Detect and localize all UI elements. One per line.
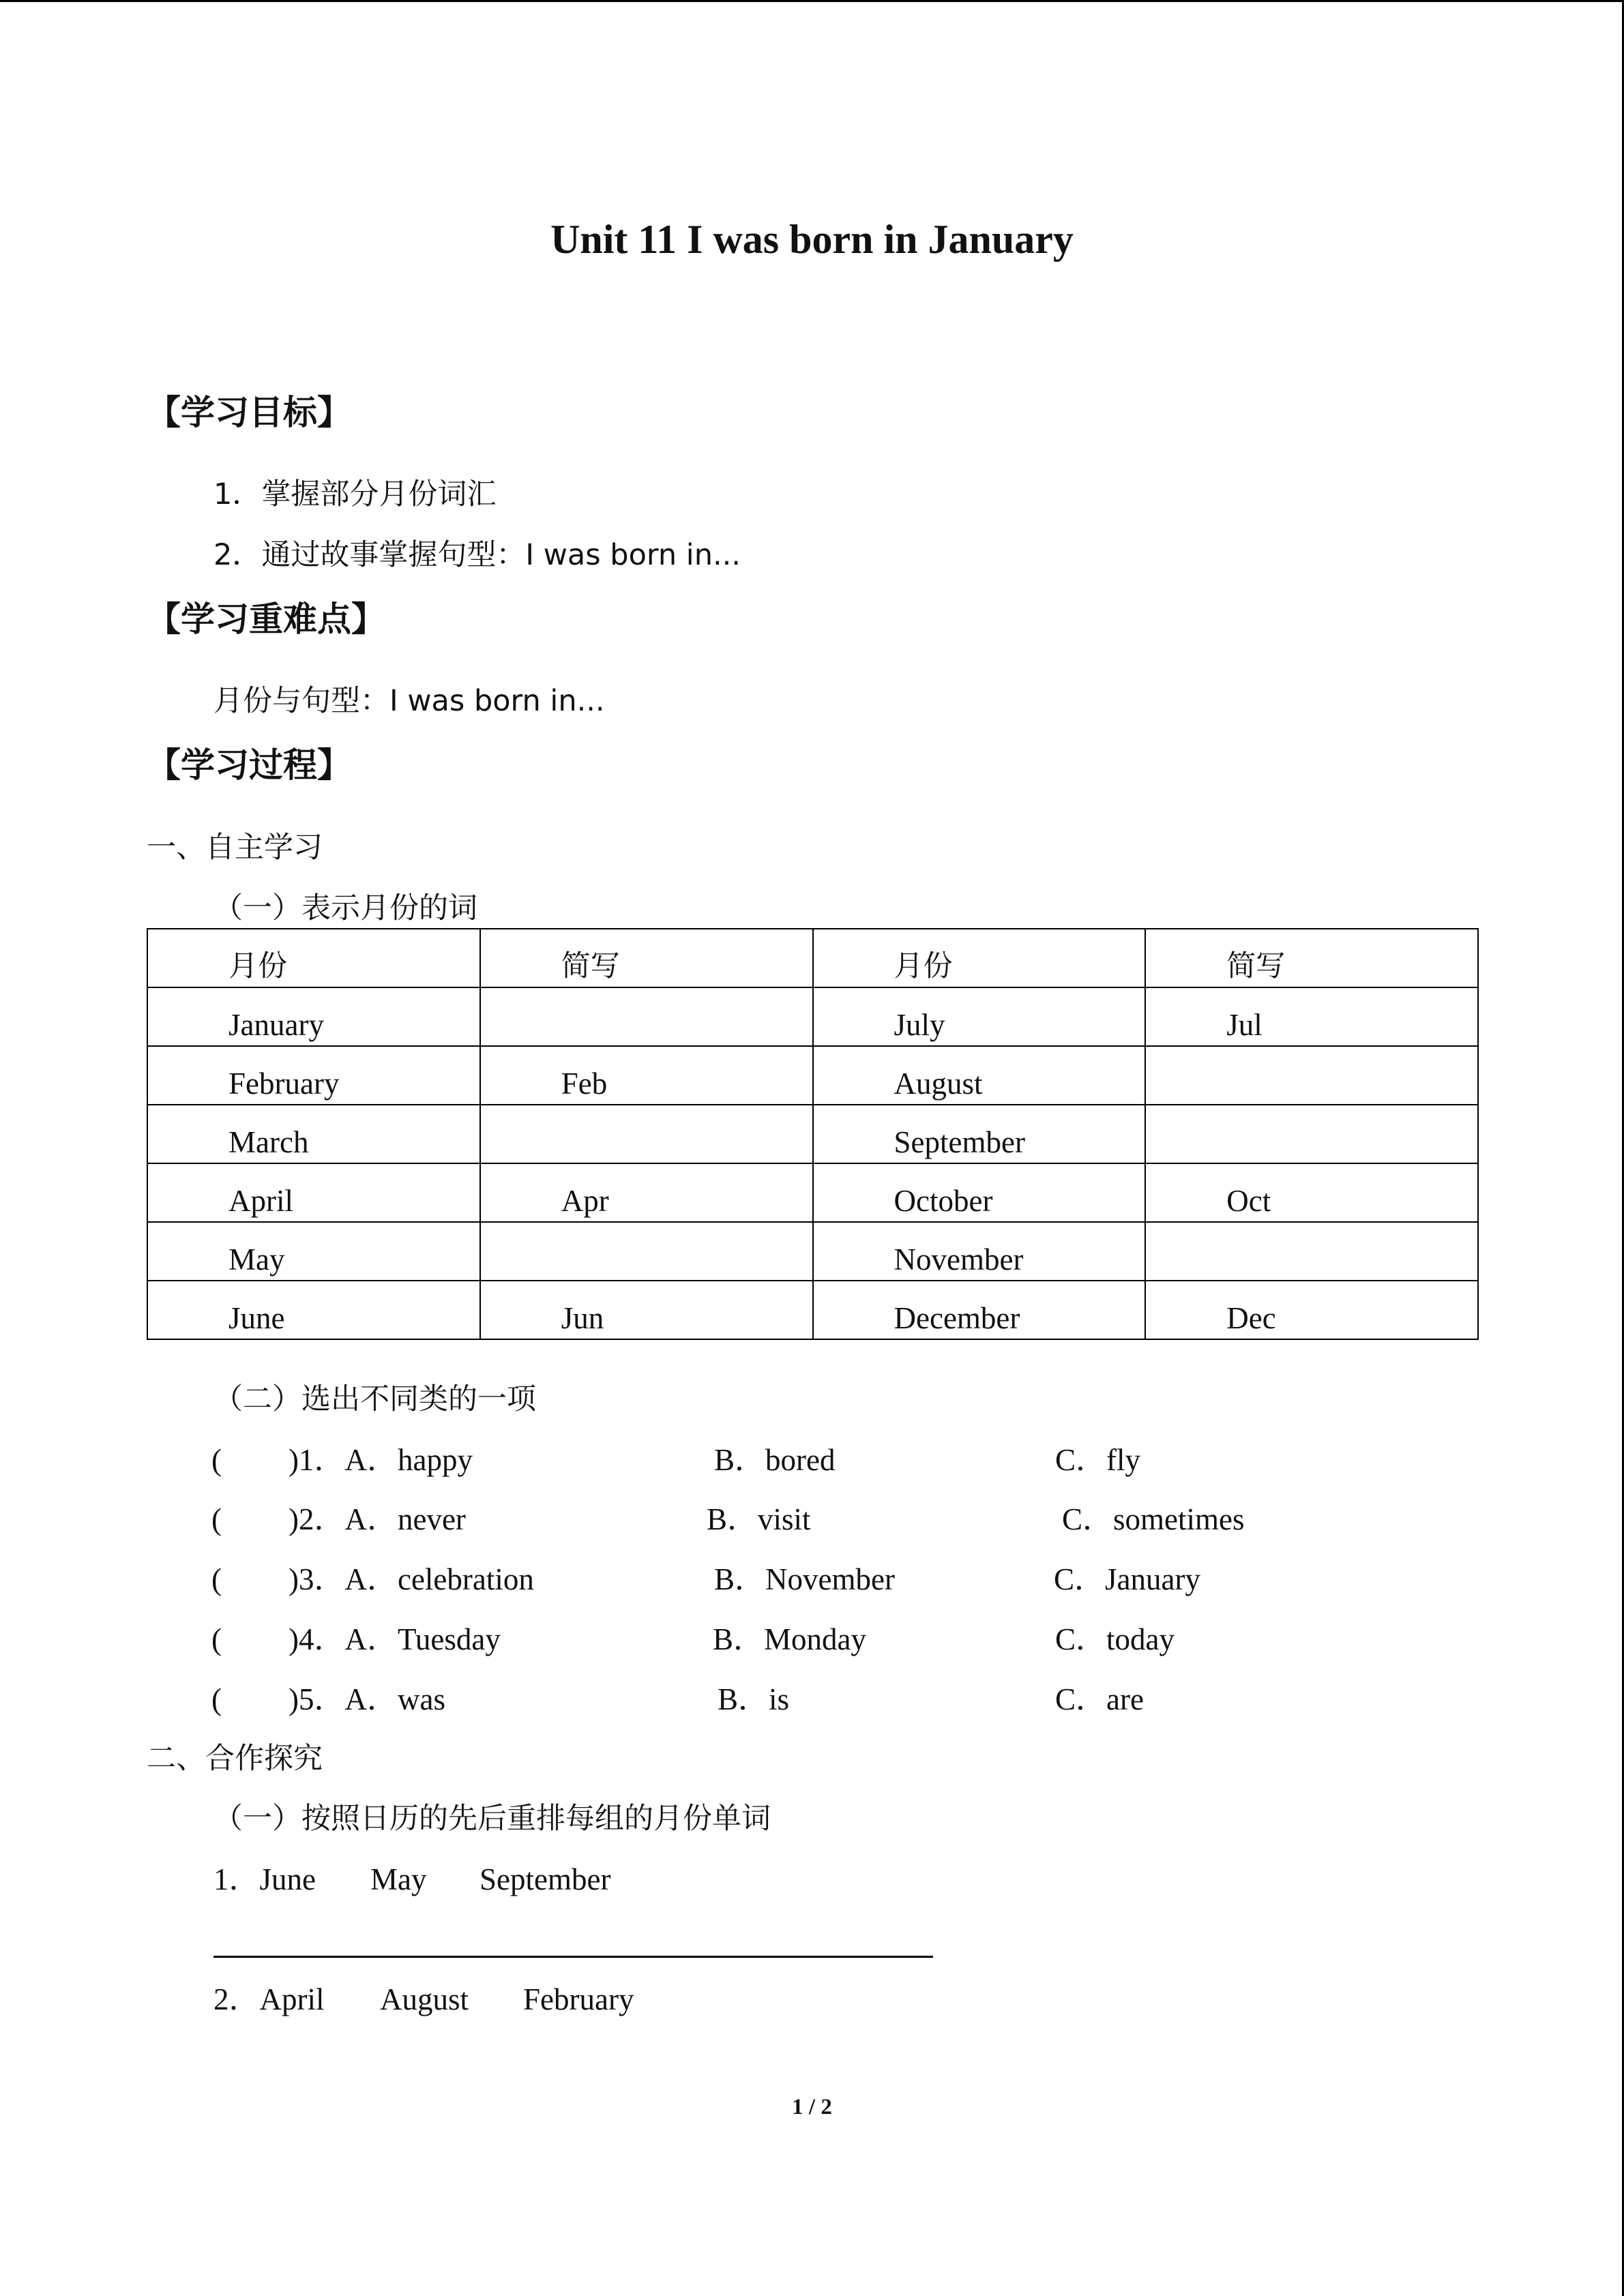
table-cell-blank xyxy=(480,1222,813,1281)
answer-paren[interactable]: ( xyxy=(211,1682,222,1716)
table-cell: May xyxy=(147,1222,480,1281)
table-cell: September xyxy=(813,1105,1146,1163)
table-row xyxy=(147,1281,1478,1339)
part1-sub2: （二）选出不同类的一项 xyxy=(213,1382,536,1416)
table-header-cell: 月份 xyxy=(147,929,480,987)
answer-paren[interactable]: ( xyxy=(211,1443,222,1477)
question-row xyxy=(0,1560,1624,1601)
page-title: Unit 11 I was born in January xyxy=(550,217,1074,262)
table-cell-blank xyxy=(1145,1222,1478,1281)
objective-1: 1．掌握部分月份词汇 xyxy=(213,477,497,511)
table-row xyxy=(147,1163,1478,1222)
question-option-c: C．are xyxy=(1055,1682,1144,1716)
question-option-c: C．today xyxy=(1055,1622,1175,1656)
reorder-word: September xyxy=(479,1862,611,1896)
table-cell-blank xyxy=(1145,1046,1478,1105)
page-number: 1 / 2 xyxy=(792,2095,832,2119)
answer-paren[interactable]: ( xyxy=(211,1622,222,1656)
question-option-a: )2．A．never xyxy=(289,1502,466,1536)
part1-heading: 一、自主学习 xyxy=(147,831,323,865)
reorder-group xyxy=(0,1860,1624,1901)
part2-heading: 二、合作探究 xyxy=(147,1742,323,1776)
table-row xyxy=(147,987,1478,1046)
table-cell: March xyxy=(147,1105,480,1163)
question-option-a: )1．A．happy xyxy=(289,1443,473,1477)
page-top-border xyxy=(0,0,1624,2)
objectives-heading: 【学习目标】 xyxy=(147,393,351,432)
table-cell-blank xyxy=(480,1105,813,1163)
question-option-a: )4．A．Tuesday xyxy=(289,1622,501,1656)
table-cell: Apr xyxy=(480,1163,813,1222)
reorder-word: August xyxy=(380,1982,469,2016)
question-row xyxy=(0,1441,1624,1482)
table-cell: January xyxy=(147,987,480,1046)
reorder-word: May xyxy=(370,1862,427,1896)
part2-sub1: （一）按照日历的先后重排每组的月份单词 xyxy=(213,1802,771,1836)
objective-2: 2．通过故事掌握句型：I was born in... xyxy=(213,538,741,572)
question-option-a: )5．A．was xyxy=(289,1682,445,1716)
key-points-text: 月份与句型：I was born in... xyxy=(213,684,605,718)
question-row xyxy=(0,1680,1624,1721)
question-option-b: B．is xyxy=(718,1682,790,1716)
table-cell: Feb xyxy=(480,1046,813,1105)
table-cell: February xyxy=(147,1046,480,1105)
question-option-c: C．January xyxy=(1054,1562,1200,1596)
key-points-heading: 【学习重难点】 xyxy=(147,599,385,639)
months-table xyxy=(147,928,1479,1340)
table-cell: Oct xyxy=(1145,1163,1478,1222)
answer-paren[interactable]: ( xyxy=(211,1562,222,1596)
table-cell-blank xyxy=(480,987,813,1046)
reorder-word: February xyxy=(523,1982,634,2016)
reorder-word: 2．April xyxy=(213,1982,325,2016)
question-option-a: )3．A．celebration xyxy=(289,1562,534,1596)
question-option-b: B．Monday xyxy=(713,1622,867,1656)
table-cell: June xyxy=(147,1281,480,1339)
table-cell: Jul xyxy=(1145,987,1478,1046)
table-cell: August xyxy=(813,1046,1146,1105)
table-cell: April xyxy=(147,1163,480,1222)
table-header-cell: 月份 xyxy=(813,929,1146,987)
table-cell: November xyxy=(813,1222,1146,1281)
table-header-row xyxy=(147,929,1478,987)
table-cell: October xyxy=(813,1163,1146,1222)
table-cell: Jun xyxy=(480,1281,813,1339)
part1-sub1: （一）表示月份的词 xyxy=(213,891,477,925)
table-cell: July xyxy=(813,987,1146,1046)
answer-line[interactable] xyxy=(213,1956,933,1958)
question-row xyxy=(0,1620,1624,1661)
table-cell: Dec xyxy=(1145,1281,1478,1339)
question-row xyxy=(0,1500,1624,1541)
table-cell-blank xyxy=(1145,1105,1478,1163)
question-option-b: B．visit xyxy=(707,1502,811,1536)
table-cell: December xyxy=(813,1281,1146,1339)
question-option-c: C．fly xyxy=(1055,1443,1141,1477)
question-option-b: B．November xyxy=(714,1562,895,1596)
process-heading: 【学习过程】 xyxy=(147,745,351,785)
answer-paren[interactable]: ( xyxy=(211,1502,222,1536)
table-row xyxy=(147,1105,1478,1163)
reorder-word: 1．June xyxy=(213,1862,316,1896)
table-header-cell: 简写 xyxy=(1145,929,1478,987)
reorder-group xyxy=(0,1980,1624,2021)
table-row xyxy=(147,1046,1478,1105)
question-option-b: B．bored xyxy=(714,1443,836,1477)
table-row xyxy=(147,1222,1478,1281)
table-header-cell: 简写 xyxy=(480,929,813,987)
question-option-c: C．sometimes xyxy=(1062,1502,1245,1536)
